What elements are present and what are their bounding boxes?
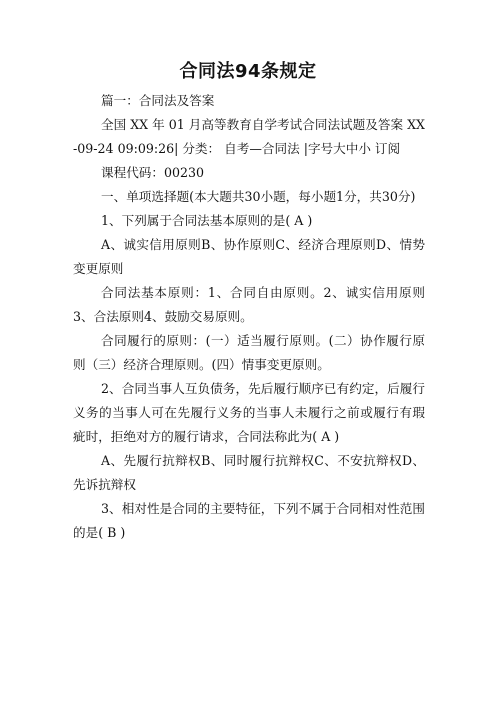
paragraph-course-code: 课程代码：00230 xyxy=(101,165,205,180)
paragraph-question-3: 3、相对性是合同的主要特征，下列不属于合同相对性范围的是( B ) xyxy=(73,501,425,540)
paragraph-question-2: 2、合同当事人互负债务，先后履行顺序已有约定，后履行义务的当事人可在先履行义务的当事人未履行之前或履行有瑕疵时，拒绝对方的履行请求，合同法称此为( A ) xyxy=(73,381,425,444)
paragraph-question-type: 一、单项选择题(本大题共30小题，每小题1分，共30分) xyxy=(101,189,416,204)
document-body xyxy=(73,89,425,545)
paragraph-question-1: 1、下列属于合同法基本原则的是( A ) xyxy=(101,213,313,228)
paragraph-question-1-options: A、诚实信用原则B、协作原则C、经济合理原则D、情势变更原则 xyxy=(73,237,425,276)
paragraph-section-heading: 篇一：合同法及答案 xyxy=(101,93,215,108)
paragraph-question-2-options: A、先履行抗辩权B、同时履行抗辩权C、不安抗辩权D、先诉抗辩权 xyxy=(73,453,425,492)
paragraph-performance-principles: 合同履行的原则：(一）适当履行原则。(二）协作履行原则（三）经济合理原则。(四）情事变更原则。 xyxy=(73,333,425,372)
document-title: 合同法94条规定 xyxy=(179,61,317,82)
paragraph-basic-principles: 合同法基本原则：1、合同自由原则。2、诚实信用原则3、合法原则4、鼓励交易原则。 xyxy=(73,285,425,324)
paragraph-exam-info: 全国 XX 年 01 月高等教育自学考试合同法试题及答案 XX-09-24 09:09:26| 分类： 自考—合同法 |字号大中小 订阅 xyxy=(73,117,425,156)
